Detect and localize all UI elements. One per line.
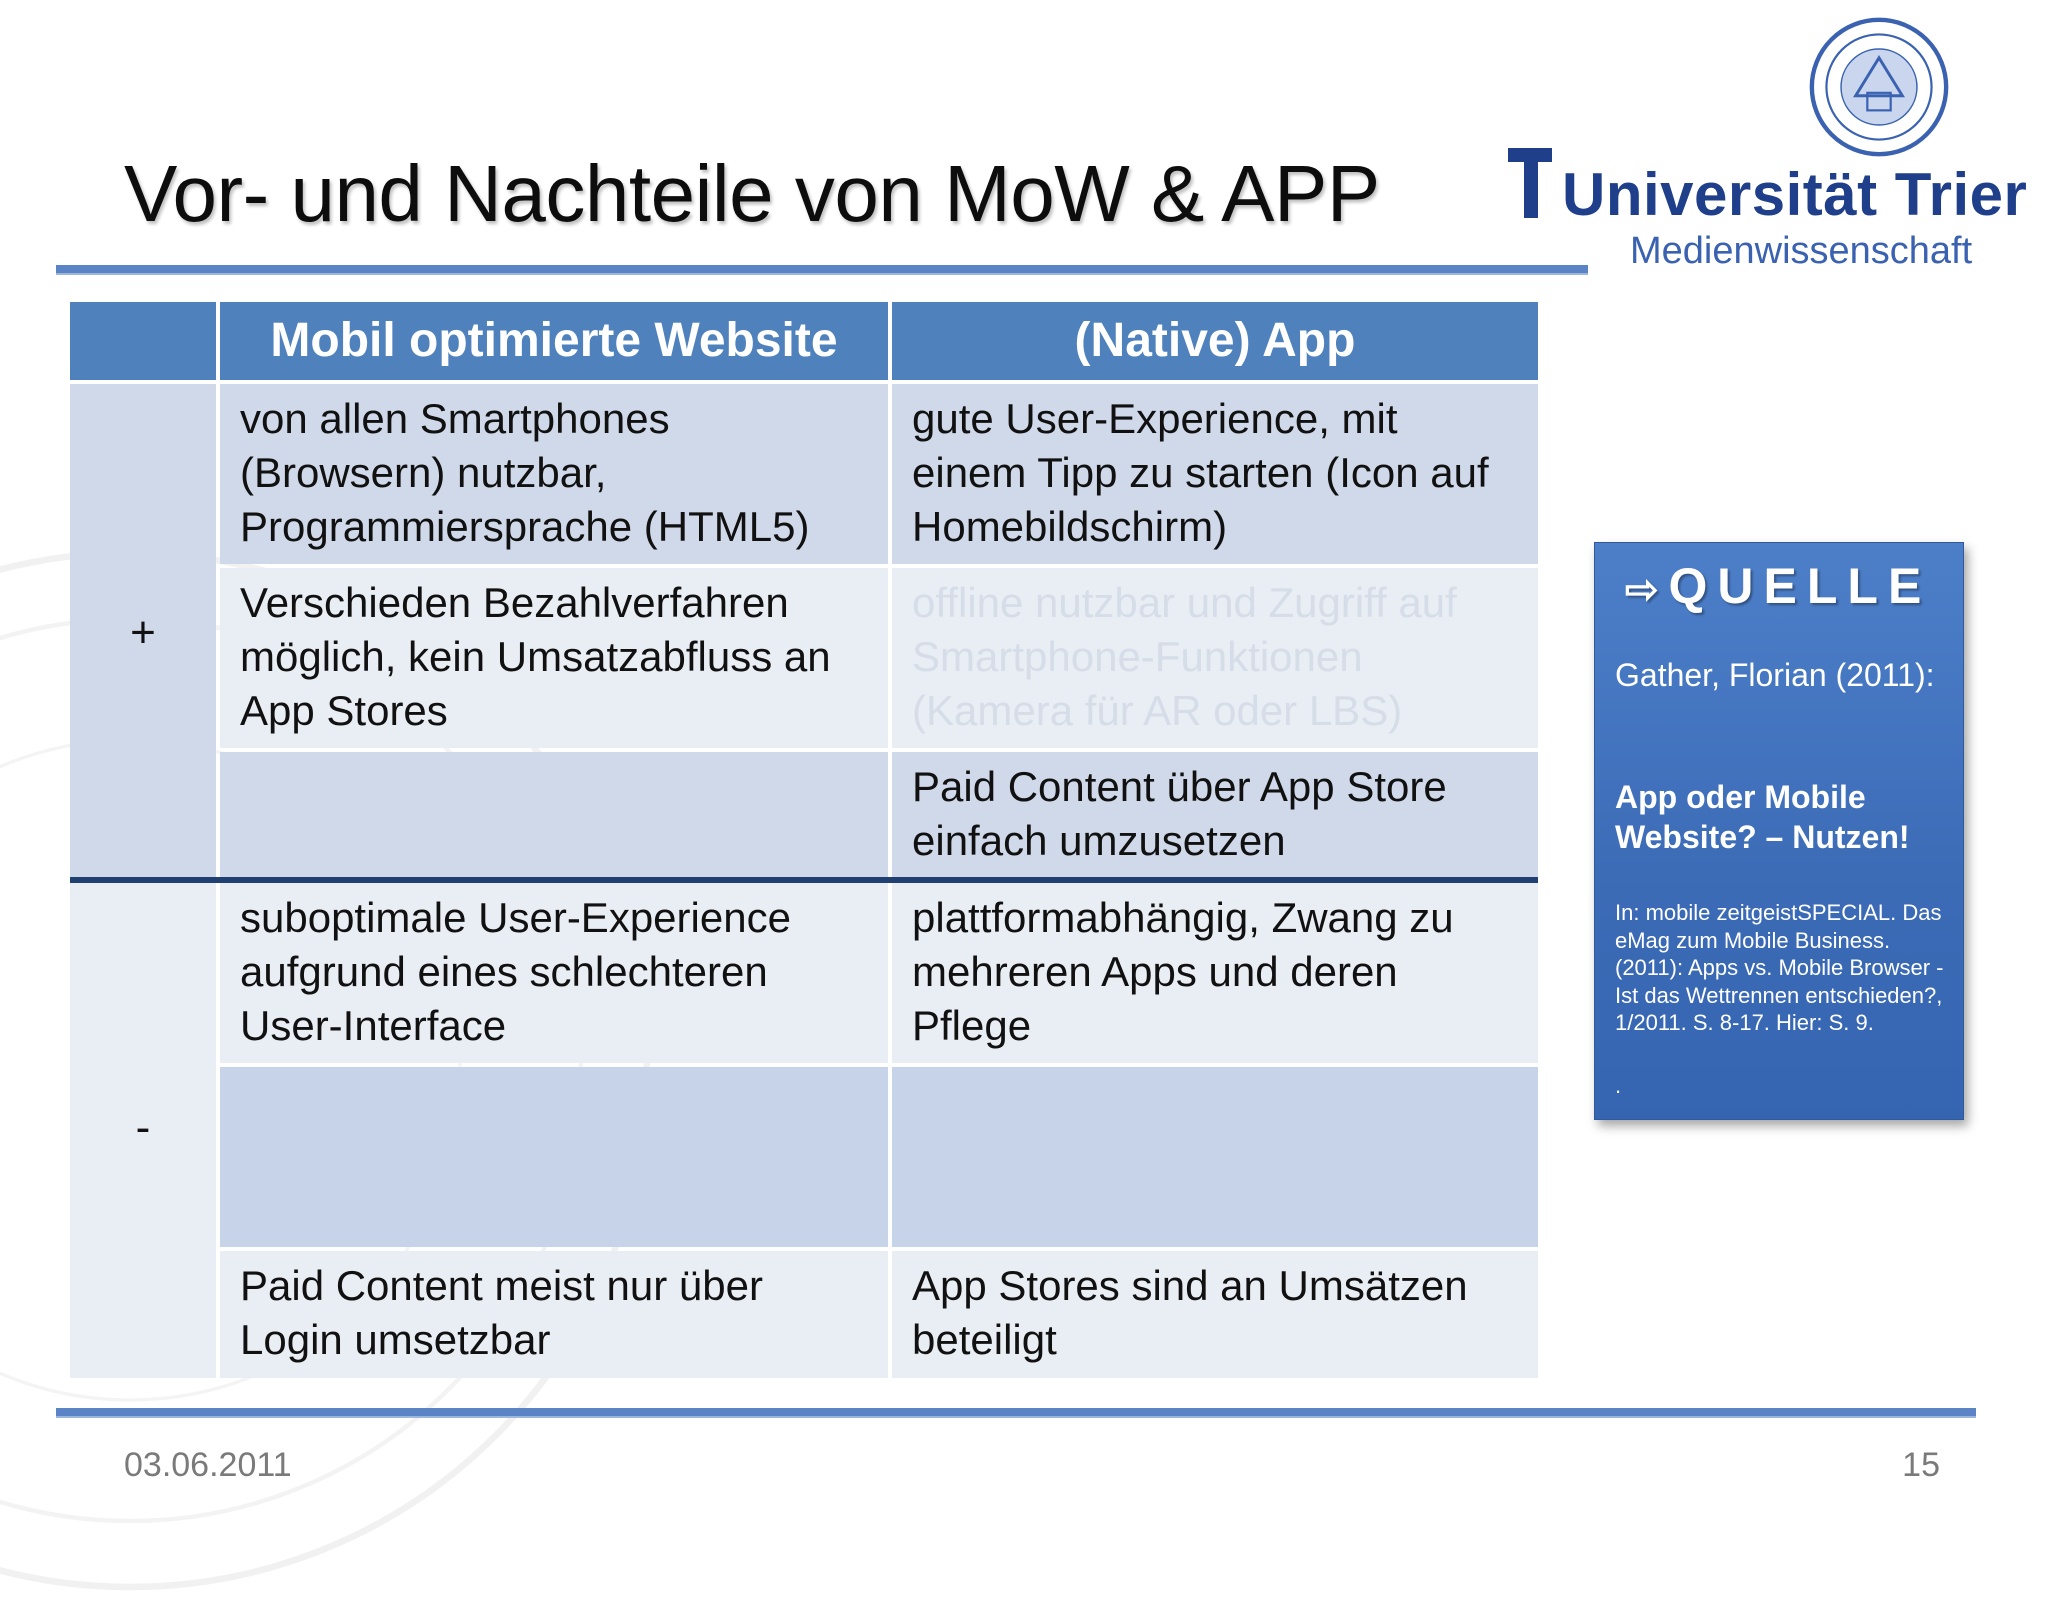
title-divider [56, 265, 1588, 275]
app-pro-cell: Paid Content über App Store einfach umzusetzen [892, 752, 1538, 877]
footer-divider [56, 1408, 1976, 1418]
website-con-cell [220, 1067, 888, 1247]
website-con-cell: Paid Content meist nur über Login umsetzbar [220, 1251, 888, 1378]
app-con-cell: App Stores sind an Umsätzen beteiligt [892, 1251, 1538, 1378]
website-pro-cell: von allen Smartphones (Browsern) nutzbar, Programmiersprache (HTML5) [220, 384, 888, 564]
website-pro-cell [220, 752, 888, 877]
website-con-cell: suboptimale User-Experience aufgrund eines schlechteren User-Interface [220, 883, 888, 1063]
source-trailing: . [1615, 1073, 1622, 1098]
app-pro-cell-faded: offline nutzbar und Zugriff auf Smartphone-Funktionen (Kamera für AR oder LBS) [892, 568, 1538, 748]
source-author: Gather, Florian (2011): [1615, 657, 1935, 693]
app-con-cell: plattformabhängig, Zwang zu mehreren Apps und deren Pflege [892, 883, 1538, 1063]
header-cell-app: (Native) App [892, 302, 1538, 380]
arrow-right-icon: ⇨ [1625, 568, 1659, 612]
minus-sign: - [135, 1103, 151, 1152]
source-heading [1625, 557, 1931, 615]
university-seal-icon [1806, 14, 1952, 160]
plus-sign: + [130, 608, 156, 657]
app-con-cell [892, 1067, 1538, 1247]
source-title: App oder Mobile Website? – Nutzen! [1615, 779, 1910, 855]
header-cell-website: Mobil optimierte Website [220, 302, 888, 380]
university-name: Universität Trier [1562, 161, 2028, 228]
university-logo-mark-icon [1508, 148, 1552, 218]
plus-label-cell [70, 384, 216, 877]
slide-title: Vor- und Nachteile von MoW & APP [124, 149, 1380, 238]
slide-page-number: 15 [1902, 1446, 1940, 1484]
website-pro-cell: Verschieden Bezahlverfahren möglich, kein Umsatzabfluss an App Stores [220, 568, 888, 748]
source-reference: In: mobile zeitgeistSPECIAL. Das eMag zum Mobile Business. (2011): Apps vs. Mobile Browser - Ist das Wettrennen entschieden?, 1/2011. S. 8-17. Hier: S. 9. [1615, 900, 1944, 1035]
slide-date: 03.06.2011 [124, 1446, 292, 1484]
comparison-table [70, 302, 1538, 1378]
header-cell-empty [70, 302, 216, 380]
faculty-name: Medienwissenschaft [1630, 230, 1973, 272]
source-heading-label: QUELLE [1668, 558, 1932, 614]
minus-label-cell [70, 883, 216, 1378]
app-pro-cell: gute User-Experience, mit einem Tipp zu starten (Icon auf Homebildschirm) [892, 384, 1538, 564]
source-box [1594, 542, 1964, 1120]
